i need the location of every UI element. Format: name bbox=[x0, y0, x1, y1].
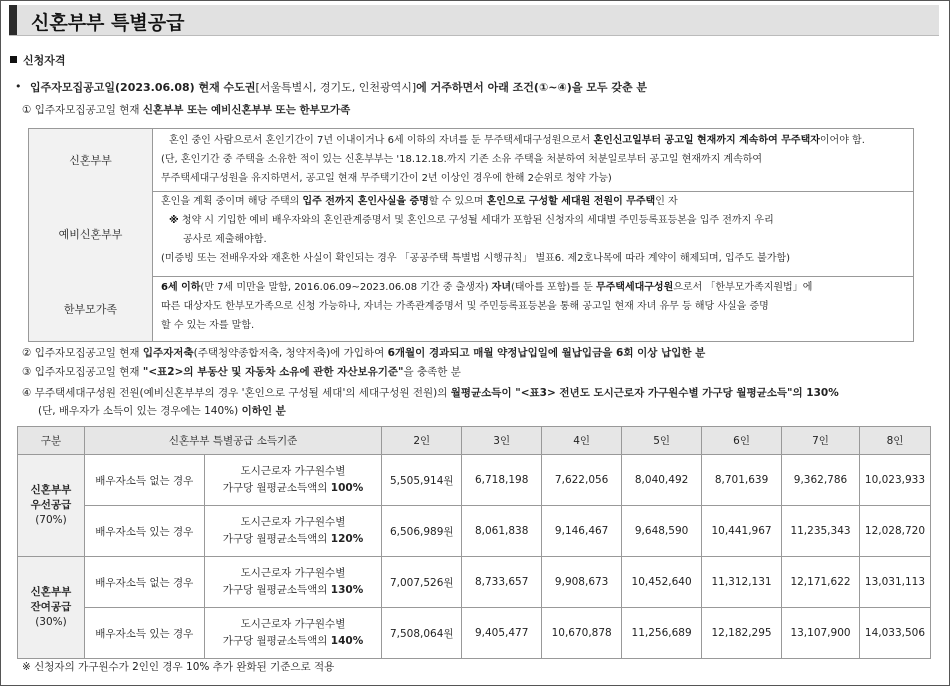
condition-4: ④ 무주택세대구성원 전원(예비신혼부부의 경우 '혼인으로 구성될 세대'의 세대구성원 전원)의 월평균소득이 "<표3> 전년도 도시근로자 가구원수별 가구당 월평균소득"의 130% bbox=[22, 387, 839, 399]
condition-cell: 배우자소득 있는 경우 bbox=[84, 506, 204, 557]
condition-cell: 배우자소득 없는 경우 bbox=[84, 557, 204, 608]
header-cell: 2인 bbox=[382, 427, 462, 455]
footnote: ※ 신청자의 가구원수가 2인인 경우 10% 추가 완화된 기준으로 적용 bbox=[22, 661, 335, 673]
value-cell: 13,031,113 bbox=[859, 557, 930, 608]
section-heading bbox=[10, 52, 66, 68]
table-row bbox=[18, 506, 931, 557]
header-cell: 5인 bbox=[622, 427, 702, 455]
square-bullet-icon bbox=[10, 56, 17, 63]
main-condition-part: 입주자모집공고일(2023.06.08) 현재 수도권 bbox=[30, 81, 256, 94]
condition-4-cont: (단, 배우자가 소득이 있는 경우에는 140%) 이하인 분 bbox=[38, 405, 286, 417]
main-condition-part: 에 거주하면서 아래 조건(①~④)을 모두 갖춘 분 bbox=[416, 81, 648, 94]
value-cell: 10,452,640 bbox=[622, 557, 702, 608]
value-cell: 8,040,492 bbox=[622, 455, 702, 506]
value-cell: 12,182,295 bbox=[702, 608, 782, 659]
table-row bbox=[18, 608, 931, 659]
income-standard-table bbox=[17, 426, 931, 659]
eligibility-label: 신혼부부 bbox=[29, 129, 153, 191]
value-cell: 11,235,343 bbox=[782, 506, 860, 557]
main-condition-region: [서울특별시, 경기도, 인천광역시] bbox=[255, 81, 417, 94]
value-cell: 9,405,477 bbox=[462, 608, 542, 659]
condition-text: 입주자모집공고일 현재 bbox=[34, 104, 143, 116]
value-cell: 11,256,689 bbox=[622, 608, 702, 659]
standard-cell: 도시근로자 가구원수별 가구당 월평균소득액의 130% bbox=[204, 557, 382, 608]
value-cell: 7,622,056 bbox=[542, 455, 622, 506]
bullet-icon: • bbox=[15, 80, 22, 93]
value-cell: 12,171,622 bbox=[782, 557, 860, 608]
value-cell: 12,028,720 bbox=[859, 506, 930, 557]
standard-cell: 도시근로자 가구원수별 가구당 월평균소득액의 140% bbox=[204, 608, 382, 659]
condition-number: ① bbox=[22, 104, 32, 116]
eligibility-table bbox=[28, 128, 914, 342]
table-row bbox=[18, 557, 931, 608]
table-header-row bbox=[18, 427, 931, 455]
eligibility-label: 한부모가족 bbox=[29, 276, 153, 341]
header-cell: 7인 bbox=[782, 427, 860, 455]
value-cell: 14,033,506 bbox=[859, 608, 930, 659]
value-cell: 8,061,838 bbox=[462, 506, 542, 557]
header-cell: 3인 bbox=[462, 427, 542, 455]
value-cell: 5,505,914원 bbox=[382, 455, 462, 506]
standard-cell: 도시근로자 가구원수별 가구당 월평균소득액의 120% bbox=[204, 506, 382, 557]
value-cell: 9,362,786 bbox=[782, 455, 860, 506]
page-title: 신혼부부 특별공급 bbox=[31, 12, 185, 34]
value-cell: 13,107,900 bbox=[782, 608, 860, 659]
value-cell: 6,506,989원 bbox=[382, 506, 462, 557]
header-cell: 신혼부부 특별공급 소득기준 bbox=[84, 427, 381, 455]
value-cell: 8,701,639 bbox=[702, 455, 782, 506]
standard-cell: 도시근로자 가구원수별 가구당 월평균소득액의 100% bbox=[204, 455, 382, 506]
header-cell: 6인 bbox=[702, 427, 782, 455]
table-row bbox=[18, 455, 931, 506]
title-accent-bar bbox=[9, 5, 17, 35]
value-cell: 10,023,933 bbox=[859, 455, 930, 506]
value-cell: 9,908,673 bbox=[542, 557, 622, 608]
header-cell: 4인 bbox=[542, 427, 622, 455]
section-heading-text: 신청자격 bbox=[23, 54, 66, 67]
value-cell: 8,733,657 bbox=[462, 557, 542, 608]
group-label: 신혼부부 우선공급 (70%) bbox=[18, 455, 85, 557]
main-condition bbox=[30, 79, 647, 95]
group-label: 신혼부부 잔여공급 (30%) bbox=[18, 557, 85, 659]
condition-emphasis: 신혼부부 또는 예비신혼부부 또는 한부모가족 bbox=[142, 104, 351, 116]
value-cell: 7,508,064원 bbox=[382, 608, 462, 659]
value-cell: 9,648,590 bbox=[622, 506, 702, 557]
condition-1 bbox=[22, 102, 350, 117]
eligibility-desc: 혼인 중인 사람으로서 혼인기간이 7년 이내이거나 6세 이하의 자녀를 둔 무주택세대구성원으로서 혼인신고일부터 공고일 현재까지 계속하여 무주택자이어야 함. (단, 혼인기간 중 주택을 소유한 적이 있는 신혼부부는 '18.12.18.까지 기존 소유 주택을 처분하여 처분일로부터 공고일 현재까지 계속하여 무주택세대구성원을 유지하면서, 공고일 현재 무주택기간이 2년 이상인 경우에 한해 2순위로 청약 가능) bbox=[161, 135, 865, 184]
value-cell: 9,146,467 bbox=[542, 506, 622, 557]
condition-cell: 배우자소득 있는 경우 bbox=[84, 608, 204, 659]
condition-cell: 배우자소득 없는 경우 bbox=[84, 455, 204, 506]
eligibility-row-newlyweds bbox=[29, 129, 913, 192]
condition-3: ③ 입주자모집공고일 현재 "<표2>의 부동산 및 자동차 소유에 관한 자산보유기준"을 충족한 분 bbox=[22, 366, 461, 378]
eligibility-row-single-parent bbox=[29, 276, 913, 341]
value-cell: 7,007,526원 bbox=[382, 557, 462, 608]
header-cell: 구분 bbox=[18, 427, 85, 455]
eligibility-row-prospective bbox=[29, 191, 913, 277]
title-bar bbox=[9, 5, 939, 36]
eligibility-desc: 혼인을 계획 중이며 해당 주택의 입주 전까지 혼인사실을 증명할 수 있으며 혼인으로 구성할 세대원 전원이 무주택인 자 ※ 청약 시 기입한 예비 배우자와의 혼인관계증명서 및 혼인으로 구성될 세대가 포함된 신청자의 세대별 주민등록표등본을 입주 전까지 우리 공사로 제출해야함. (미증빙 또는 전배우자와 재혼한 사실이 확인되는 경우 「공공주택 특별법 시행규칙」 별표6. 제2호나목에 따라 계약이 해제되며, 입주도 불가함) bbox=[161, 196, 791, 264]
condition-2: ② 입주자모집공고일 현재 입주자저축(주택청약종합저축, 청약저축)에 가입하여 6개월이 경과되고 매월 약정납입일에 월납입금을 6회 이상 납입한 분 bbox=[22, 347, 706, 359]
eligibility-desc: 6세 이하(만 7세 미만을 말함, 2016.06.09~2023.06.08 기간 중 출생자) 자녀(태아를 포함)를 둔 무주택세대구성원으로서 「한부모가족지원법」에 따른 대상자도 한부모가족으로 신청 가능하나, 자녀는 가족관계증명서 및 주민등록표등본을 통해 공고일 현재 자녀 유무 등 해당 사실을 증명 할 수 있는 자를 말함. bbox=[161, 282, 813, 331]
eligibility-label: 예비신혼부부 bbox=[29, 191, 153, 276]
value-cell: 10,670,878 bbox=[542, 608, 622, 659]
header-cell: 8인 bbox=[859, 427, 930, 455]
value-cell: 11,312,131 bbox=[702, 557, 782, 608]
value-cell: 10,441,967 bbox=[702, 506, 782, 557]
value-cell: 6,718,198 bbox=[462, 455, 542, 506]
